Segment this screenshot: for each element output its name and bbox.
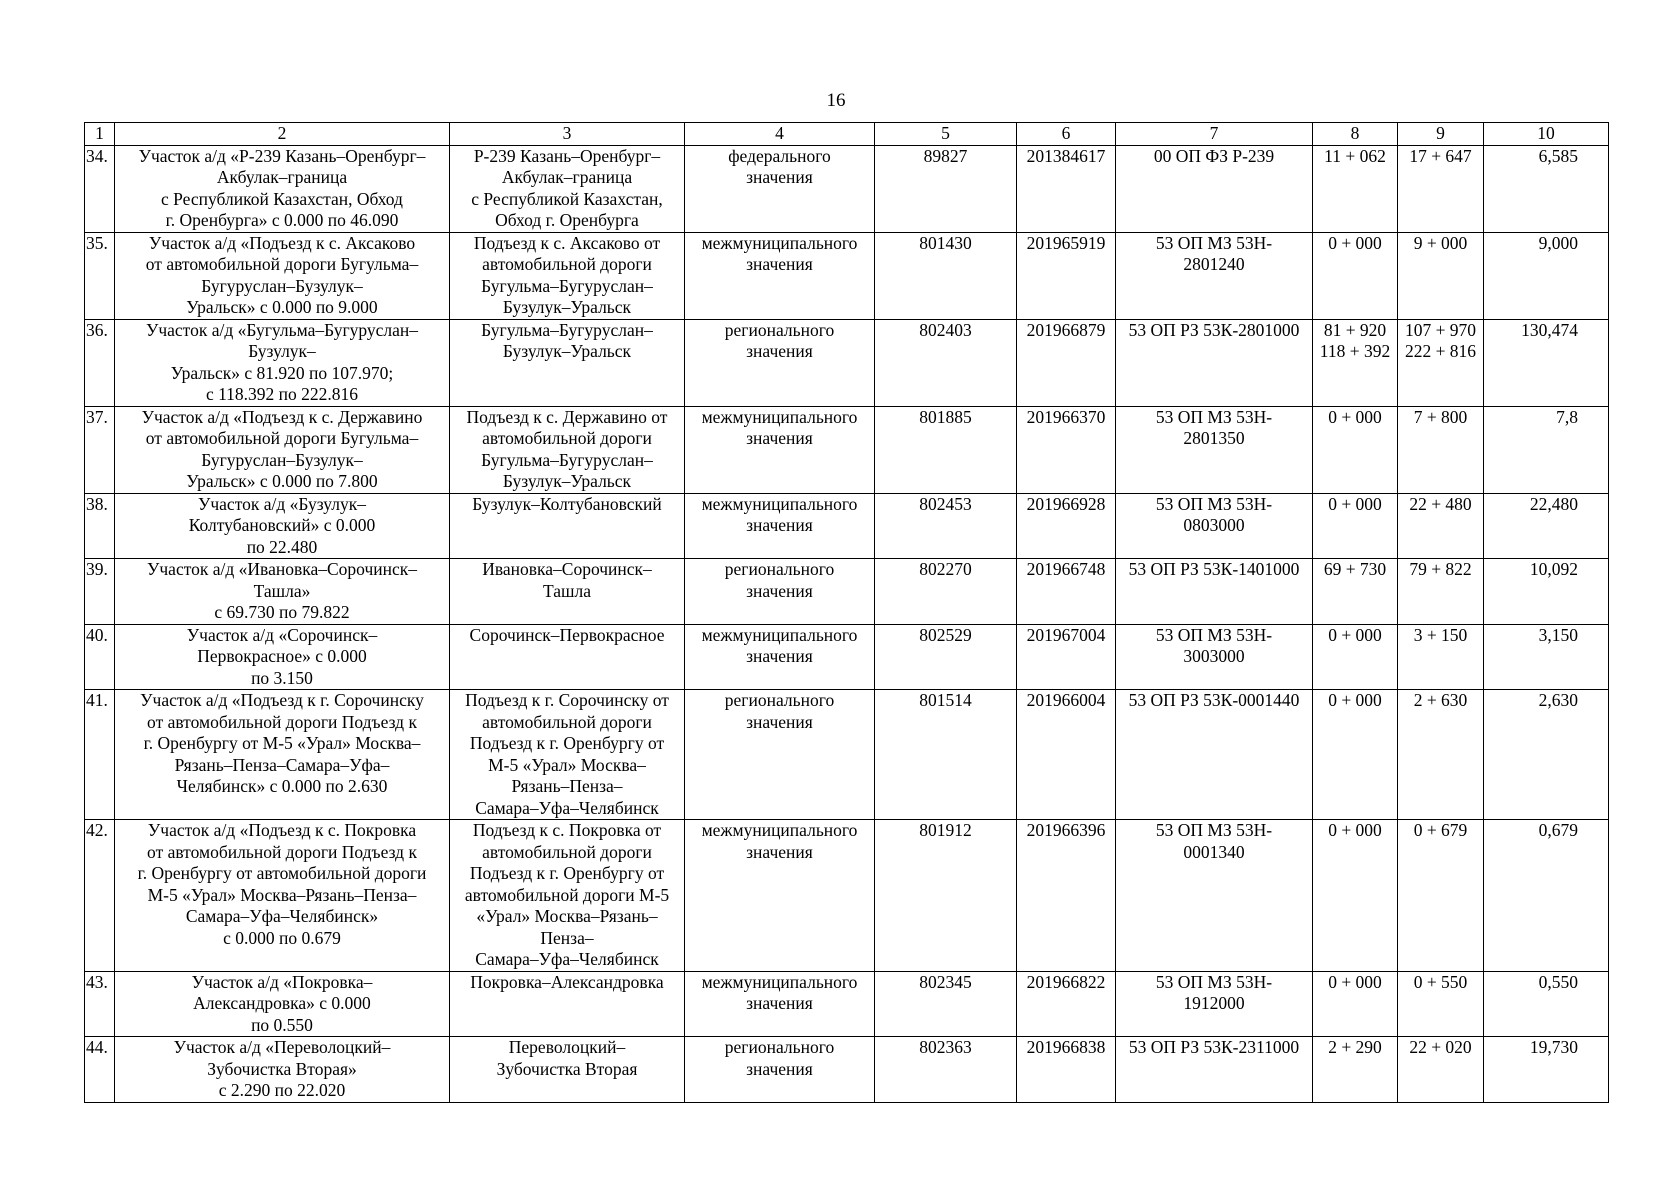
column-header: 8 [1313,123,1398,146]
cell-section-name-line: Первокрасное» с 0.000 [197,646,367,666]
cell-end-line: 107 + 970 [1404,319,1477,340]
cell-id-number-line: 0803000 [1183,515,1245,535]
cell-road-name-line: Подъезд к г. Оренбургу от [469,863,665,883]
cell-code-6: 201966370 [1017,406,1116,493]
cell-code-5: 801885 [875,406,1017,493]
cell-start [1313,493,1398,559]
cell-road-name-line: М-5 «Урал» Москва– [488,754,646,775]
cell-code-5: 802403 [875,319,1017,406]
cell-id-number-line: 3003000 [1183,646,1245,666]
cell-section-name-line: Зубочистка Вторая» [207,1058,357,1079]
cell-section-name-line: по 3.150 [251,667,313,688]
cell-section-name-line: Участок а/д «Подъезд к с. Аксаково [148,232,416,253]
cell-end [1398,559,1484,625]
cell-significance-line: регионального [724,559,835,579]
cell-section-name-line: М-5 «Урал» Москва–Рязань–Пенза– [147,884,417,905]
cell-section-name-line: от автомобильной дороги Подъезд к [147,841,417,862]
cell-id-number [1116,559,1313,625]
column-header: 9 [1398,123,1484,146]
cell-road-name-line: автомобильной дороги [482,841,652,862]
cell-id-number-line: 1912000 [1183,993,1245,1013]
cell-road-name [450,145,685,232]
cell-number: 40. [85,624,115,690]
cell-start-line: 69 + 730 [1323,559,1387,579]
cell-section-name [115,319,450,406]
cell-id-number-line: 53 ОП МЗ 53Н- [1155,820,1273,840]
cell-length: 19,730 [1484,1037,1609,1103]
cell-road-name-line: автомобильной дороги М-5 [464,884,670,905]
cell-id-number [1116,971,1313,1037]
cell-id-number [1116,820,1313,972]
cell-road-name-line: Бугульма–Бугуруслан– [481,275,653,296]
cell-road-name-line: Р-239 Казань–Оренбург– [473,145,661,166]
cell-id-number-line: 53 ОП МЗ 53Н- [1155,232,1273,253]
cell-section-name-line: с Республикой Казахстан, Обход [161,188,403,209]
cell-id-number-line: 53 ОП РЗ 53К-2801000 [1128,319,1300,340]
table-row [85,624,1609,690]
cell-section-name-line: Акбулак–граница [216,167,348,187]
cell-road-name [450,319,685,406]
cell-significance-line: значения [746,167,813,187]
cell-start-line: 0 + 000 [1328,493,1382,514]
cell-road-name [450,1037,685,1103]
cell-road-name-line: Ивановка–Сорочинск– [482,559,652,579]
cell-end [1398,971,1484,1037]
cell-significance-line: межмуниципального [701,820,858,840]
cell-length: 9,000 [1484,232,1609,319]
cell-length: 10,092 [1484,559,1609,625]
cell-section-name-line: Александровка» с 0.000 [193,993,371,1013]
cell-section-name-line: от автомобильной дороги Подъезд к [147,711,417,732]
cell-code-6: 201966879 [1017,319,1116,406]
cell-road-name-line: Бузулук–Уральск [502,297,632,317]
cell-road-name [450,820,685,972]
cell-road-name-line: Пенза– [540,927,594,948]
cell-significance-line: значения [746,993,813,1013]
cell-road-name [450,971,685,1037]
cell-end-line: 0 + 550 [1413,971,1468,992]
cell-section-name [115,145,450,232]
cell-section-name [115,820,450,972]
cell-significance-line: межмуниципального [701,624,858,645]
cell-end-line: 22 + 020 [1409,1037,1472,1057]
cell-start-line: 0 + 000 [1328,971,1382,992]
cell-section-name-line: с 2.290 по 22.020 [218,1080,346,1100]
cell-number: 38. [85,493,115,559]
cell-id-number-line: 53 ОП РЗ 53К-2311000 [1128,1037,1300,1057]
cell-end-line: 79 + 822 [1409,559,1472,579]
cell-id-number [1116,145,1313,232]
cell-number: 36. [85,319,115,406]
table-row [85,319,1609,406]
cell-section-name-line: Участок а/д «Подъезд к с. Державино [141,406,423,427]
cell-id-number [1116,690,1313,820]
cell-significance [685,690,875,820]
cell-id-number-line: 53 ОП МЗ 53Н- [1155,406,1273,427]
cell-road-name-line: Подъезд к г. Сорочинску от [465,690,669,710]
cell-section-name-line: г. Оренбургу от М-5 «Урал» Москва– [143,733,421,753]
cell-id-number [1116,624,1313,690]
cell-section-name-line: Рязань–Пенза–Самара–Уфа– [174,754,390,775]
cell-length: 7,8 [1484,406,1609,493]
table-row [85,690,1609,820]
cell-code-5: 802270 [875,559,1017,625]
cell-id-number [1116,319,1313,406]
column-header: 7 [1116,123,1313,146]
cell-road-name-line: Бузулук–Уральск [502,471,632,491]
cell-road-name-line: Обход г. Оренбурга [495,210,639,230]
cell-end-line: 0 + 679 [1413,820,1468,840]
cell-section-name-line: Колтубановский» с 0.000 [188,515,376,535]
cell-section-name [115,971,450,1037]
cell-id-number-line: 00 ОП ФЗ Р-239 [1153,145,1275,166]
cell-number: 43. [85,971,115,1037]
table-row [85,559,1609,625]
cell-road-name-line: Подъезд к с. Аксаково от [473,232,661,253]
cell-length: 22,480 [1484,493,1609,559]
table-row [85,493,1609,559]
cell-section-name-line: Уральск» с 0.000 по 9.000 [186,297,378,317]
cell-length: 2,630 [1484,690,1609,820]
column-header: 4 [685,123,875,146]
cell-significance-line: значения [746,254,813,274]
cell-id-number [1116,406,1313,493]
cell-number: 44. [85,1037,115,1103]
cell-section-name-line: Участок а/д «Сорочинск– [186,624,378,645]
cell-significance [685,232,875,319]
cell-start [1313,690,1398,820]
cell-significance-line: значения [746,341,813,361]
cell-code-6: 201966822 [1017,971,1116,1037]
cell-number: 39. [85,559,115,625]
cell-significance [685,559,875,625]
cell-section-name-line: Участок а/д «Подъезд к с. Покровка [147,820,417,840]
column-header: 2 [115,123,450,146]
cell-end [1398,145,1484,232]
cell-id-number [1116,1037,1313,1103]
cell-section-name-line: от автомобильной дороги Бугульма– [145,254,419,274]
cell-road-name-line: Переволоцкий– [508,1037,626,1057]
cell-significance [685,319,875,406]
cell-id-number [1116,232,1313,319]
cell-number: 34. [85,145,115,232]
column-header: 5 [875,123,1017,146]
cell-code-5: 801514 [875,690,1017,820]
cell-code-6: 201966748 [1017,559,1116,625]
cell-end [1398,820,1484,972]
cell-section-name-line: г. Оренбургу от автомобильной дороги [137,863,427,883]
cell-section-name [115,406,450,493]
cell-section-name-line: Уральск» с 0.000 по 7.800 [186,471,378,491]
cell-id-number-line: 53 ОП РЗ 53К-1401000 [1128,559,1300,579]
cell-road-name-line: автомобильной дороги [482,254,652,274]
cell-code-5: 801430 [875,232,1017,319]
cell-road-name-line: Бугульма–Бугуруслан– [481,319,653,340]
cell-code-6: 201967004 [1017,624,1116,690]
cell-section-name-line: Бузулук– [248,341,316,361]
table-row [85,232,1609,319]
column-header: 3 [450,123,685,146]
cell-code-6: 201966838 [1017,1037,1116,1103]
cell-end [1398,690,1484,820]
cell-id-number-line: 2801240 [1183,254,1245,274]
cell-section-name-line: Челябинск» с 0.000 по 2.630 [176,776,388,796]
cell-length: 0,550 [1484,971,1609,1037]
cell-road-name [450,406,685,493]
cell-code-6: 201965919 [1017,232,1116,319]
cell-section-name [115,493,450,559]
cell-significance-line: значения [746,515,813,535]
cell-section-name-line: Участок а/д «Покровка– [191,971,373,992]
cell-end-line: 22 + 480 [1409,493,1472,514]
cell-number: 35. [85,232,115,319]
cell-significance-line: регионального [724,1037,835,1057]
cell-road-name-line: Зубочистка Вторая [496,1058,638,1079]
cell-road-name [450,232,685,319]
cell-id-number-line: 53 ОП РЗ 53К-0001440 [1128,690,1300,710]
cell-road-name-line: Бузулук–Колтубановский [472,493,662,514]
cell-code-6: 201966004 [1017,690,1116,820]
cell-number: 41. [85,690,115,820]
cell-start-line: 11 + 062 [1324,145,1386,166]
cell-significance-line: значения [746,841,813,862]
cell-end-line: 17 + 647 [1409,145,1472,166]
cell-significance-line: значения [746,711,813,732]
cell-start [1313,319,1398,406]
cell-section-name [115,690,450,820]
cell-road-name-line: Самара–Уфа–Челябинск [475,797,659,818]
table-row [85,406,1609,493]
cell-end-line: 3 + 150 [1413,624,1468,645]
cell-length: 0,679 [1484,820,1609,972]
cell-code-6: 201966396 [1017,820,1116,972]
cell-start-line: 0 + 000 [1328,690,1382,710]
cell-end [1398,1037,1484,1103]
cell-significance-line: межмуниципального [701,493,858,514]
cell-section-name-line: с 69.730 по 79.822 [214,602,350,622]
cell-significance [685,493,875,559]
cell-section-name-line: Бугуруслан–Бузулук– [201,449,363,470]
cell-number: 37. [85,406,115,493]
cell-start-line: 0 + 000 [1328,624,1382,645]
cell-section-name-line: Бугуруслан–Бузулук– [201,275,363,296]
cell-end-line: 222 + 816 [1404,341,1477,361]
cell-road-name-line: Покровка–Александровка [470,971,664,992]
cell-significance-line: регионального [724,690,835,710]
cell-start-line: 81 + 920 [1323,319,1387,340]
cell-significance-line: значения [746,1058,813,1079]
column-header: 10 [1484,123,1609,146]
cell-road-name-line: Акбулак–граница [501,167,633,187]
cell-code-5: 802345 [875,971,1017,1037]
header-row [85,123,1609,146]
cell-road-name-line: Рязань–Пенза– [511,776,623,796]
cell-significance-line: межмуниципального [701,971,858,992]
cell-start [1313,559,1398,625]
cell-end [1398,624,1484,690]
cell-code-6: 201966928 [1017,493,1116,559]
cell-section-name-line: Участок а/д «Подъезд к г. Сорочинску [140,690,424,710]
cell-significance-line: межмуниципального [701,232,858,253]
cell-id-number-line: 2801350 [1183,428,1245,448]
column-header: 6 [1017,123,1116,146]
cell-road-name-line: Сорочинск–Первокрасное [469,624,665,645]
cell-significance-line: регионального [724,319,835,340]
cell-number: 42. [85,820,115,972]
cell-length: 3,150 [1484,624,1609,690]
cell-length: 130,474 [1484,319,1609,406]
cell-road-name-line: автомобильной дороги [482,711,652,732]
table-row [85,1037,1609,1103]
cell-significance [685,820,875,972]
cell-section-name-line: Самара–Уфа–Челябинск» [185,906,379,926]
cell-road-name [450,493,685,559]
cell-start-line: 0 + 000 [1328,406,1382,427]
cell-significance [685,1037,875,1103]
cell-end [1398,232,1484,319]
cell-end [1398,406,1484,493]
cell-section-name [115,232,450,319]
cell-significance [685,971,875,1037]
cell-section-name-line: Участок а/д «Бузулук– [197,493,367,514]
cell-section-name-line: по 22.480 [246,536,318,557]
column-header: 1 [85,123,115,146]
cell-length: 6,585 [1484,145,1609,232]
cell-road-name [450,690,685,820]
roads-table [84,122,1609,1103]
cell-code-5: 802453 [875,493,1017,559]
cell-significance-line: значения [746,646,813,666]
table-row [85,820,1609,972]
cell-id-number-line: 53 ОП МЗ 53Н- [1155,971,1273,992]
cell-road-name-line: «Урал» Москва–Рязань– [476,906,658,926]
cell-significance [685,624,875,690]
cell-start-line: 0 + 000 [1328,820,1382,840]
cell-section-name-line: от автомобильной дороги Бугульма– [145,428,419,448]
cell-start [1313,1037,1398,1103]
cell-section-name [115,1037,450,1103]
cell-start [1313,232,1398,319]
cell-road-name-line: Самара–Уфа–Челябинск [475,949,659,969]
cell-code-5: 801912 [875,820,1017,972]
cell-significance-line: межмуниципального [701,406,858,427]
cell-road-name-line: Подъезд к с. Державино от [466,406,668,427]
table-row [85,971,1609,1037]
cell-road-name-line: автомобильной дороги [482,428,652,448]
cell-id-number-line: 0001340 [1183,841,1245,862]
cell-section-name-line: Участок а/д «Бугульма–Бугуруслан– [145,319,419,340]
cell-end [1398,493,1484,559]
cell-road-name-line: Бузулук–Уральск [502,341,632,361]
cell-code-5: 89827 [875,145,1017,232]
cell-road-name-line: Ташла [543,580,591,601]
cell-road-name-line: Подъезд к г. Оренбургу от [469,733,665,753]
cell-section-name [115,624,450,690]
cell-section-name-line: Ташла» [253,580,311,601]
cell-road-name-line: Подъезд к с. Покровка от [472,820,662,840]
cell-end-line: 2 + 630 [1413,690,1468,710]
cell-id-number-line: 53 ОП МЗ 53Н- [1155,624,1273,645]
cell-start-line: 118 + 392 [1319,341,1391,361]
cell-start [1313,624,1398,690]
cell-section-name-line: Участок а/д «Переволоцкий– [173,1037,391,1057]
cell-significance [685,145,875,232]
cell-road-name-line: Бугульма–Бугуруслан– [481,449,653,470]
cell-end [1398,319,1484,406]
cell-section-name [115,559,450,625]
cell-start-line: 2 + 290 [1328,1037,1382,1057]
cell-id-number [1116,493,1313,559]
cell-end-line: 9 + 000 [1413,232,1468,253]
cell-road-name [450,559,685,625]
cell-section-name-line: по 0.550 [251,1014,313,1035]
cell-section-name-line: Участок а/д «Р-239 Казань–Оренбург– [138,145,426,166]
table-row [85,145,1609,232]
cell-section-name-line: Участок а/д «Ивановка–Сорочинск– [146,559,418,579]
cell-start [1313,145,1398,232]
cell-start [1313,820,1398,972]
cell-start [1313,406,1398,493]
cell-significance-line: федерального [728,145,831,166]
cell-start-line: 0 + 000 [1328,232,1382,253]
cell-id-number-line: 53 ОП МЗ 53Н- [1155,493,1273,514]
cell-section-name-line: г. Оренбурга» с 0.000 по 46.090 [165,210,399,230]
cell-code-6: 201384617 [1017,145,1116,232]
cell-road-name [450,624,685,690]
cell-significance-line: значения [746,580,813,601]
cell-code-5: 802529 [875,624,1017,690]
cell-section-name-line: Уральск» с 81.920 по 107.970; [170,362,394,383]
cell-road-name-line: с Республикой Казахстан, [471,188,663,209]
cell-section-name-line: с 118.392 по 222.816 [205,384,359,404]
page-number: 16 [826,90,846,111]
cell-significance-line: значения [746,428,813,448]
cell-code-5: 802363 [875,1037,1017,1103]
cell-section-name-line: с 0.000 по 0.679 [223,927,341,948]
cell-start [1313,971,1398,1037]
cell-end-line: 7 + 800 [1413,406,1468,427]
cell-significance [685,406,875,493]
